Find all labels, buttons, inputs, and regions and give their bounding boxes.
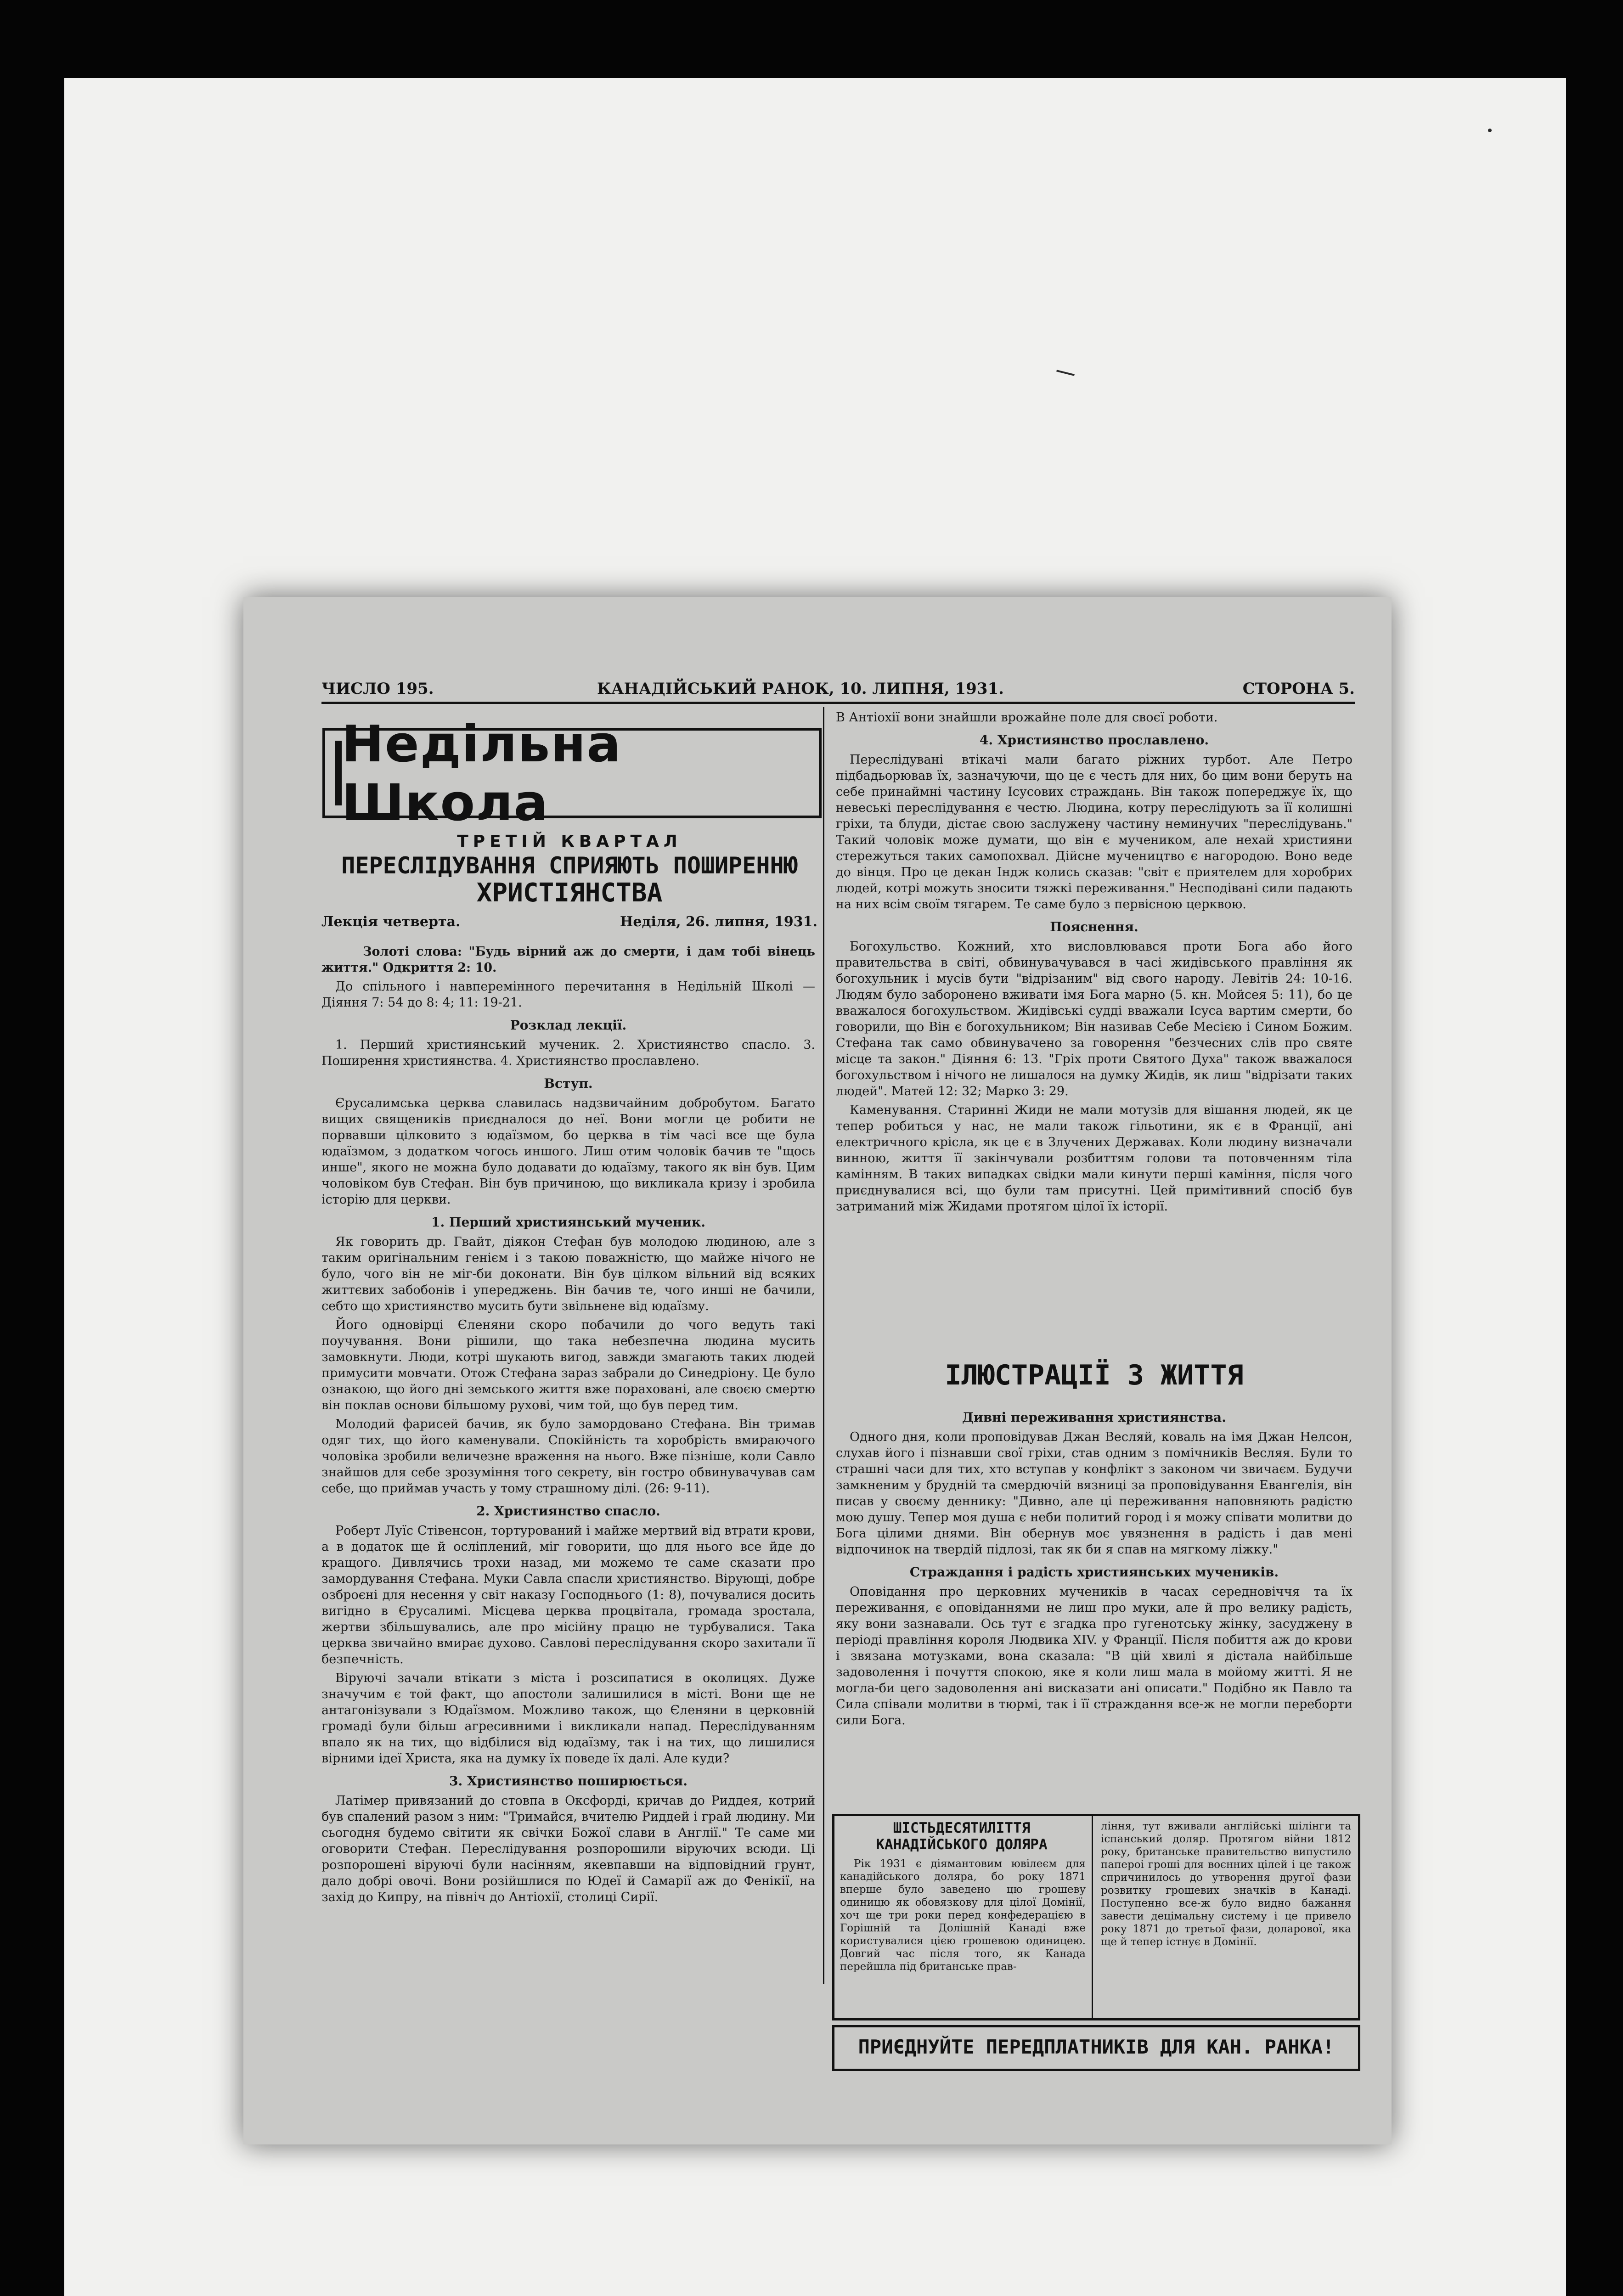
- intro-text: Єрусалимська церква славилась надзвичайним добробутом. Багато вищих священиків приєдналося до неї. Вони могли це робити не порвавши цілковито з юдаїзмом, бо церква в тім часі все ще була юдаїзмом, з додатком чогось иншого. Лиш отим чоловік бачив те "щось инше", якого не можна було додавати до юдаїзму, такого як він був. Цим чоловіком був Стефан. Він був причиною, що викликала кризу і зробила історію для церкви.: [321, 1096, 815, 1207]
- golden-words: Золоті слова: "Будь вірний аж до смерти, і дам тобі вінець життя." Одкриття 2: 10.: [321, 945, 815, 975]
- section4-heading: 4. Християнство прославлено.: [979, 732, 1209, 748]
- right-column: [836, 709, 1352, 1217]
- section3-heading: 3. Християнство поширюється.: [449, 1773, 688, 1789]
- film-speck: [1488, 129, 1492, 132]
- newspaper-page: [243, 597, 1392, 2144]
- box-title-line2: КАНАДІЙСЬКОГО ДОЛЯРА: [876, 1836, 1048, 1853]
- left-column: [321, 944, 815, 1908]
- dollar-anniversary-box: [832, 1814, 1360, 2020]
- column-divider: [823, 707, 824, 1984]
- box-right-text: [1101, 1820, 1351, 1951]
- section2-paragraph: Роберт Луїс Стівенсон, тортурований і майже мертвий від втрати крови, а в додаток ще й осліплений, міг говорити, що для нього все йде до кращого. Дивлячись трохи назад, ми можемо те саме сказати про замордування Стефана. Муки Савла спасли християнство. Вірующі, добре озброєні для несення у світ наказу Господнього (1: 8), почувалися досить вигідно в Єрусалимі. Місцева церква процвітала, громада зростала, жертви збільшувались, але про місійну працю не турбувалися. Така церква звичайно вмирає духово. Савлові переслідування скоро захитали її безпечність.: [321, 1524, 815, 1666]
- box-right-paragraph: ління, тут вживали англійські шілінги та іспанський доляр. Протягом війни 1812 року, британське правительство випустило папероі гроші для воєнних цілей і це також спричинилось до утворення другої фази розвитку грошевих значків в Канаді. Поступенно все-ж було видно бажання завести децімальну систему і це привело року 1871 до третьої фази, доларової, яка ще й тепер істнує в Домінії.: [1101, 1820, 1351, 1948]
- section2-paragraph: Віруючі зачали втікати з міста і розсипатися в околицях. Дуже значучим є той факт, що апостоли залишилися в місті. Вони ще не антагонізували з Юдаїзмом. Можливо також, що Єленяни в церковній громаді були більш агресивними і викликали напад. Переслідуванням впало як на тих, що відбілися від юдаїзму, так і на тих, що лишилися вірними ідеї Христа, яка на думку їх поведе їх далі. Але куди?: [321, 1671, 815, 1766]
- schedule-text: 1. Перший християнський мученик. 2. Християнство спасло. 3. Поширення християнства. 4. Християнство прославлено.: [321, 1038, 815, 1068]
- intro-heading: Вступ.: [544, 1076, 593, 1091]
- header-rule: [321, 702, 1355, 704]
- lesson-meta: [321, 914, 817, 930]
- lesson-number: Лекція четверта.: [321, 914, 461, 930]
- box-left-text: [840, 1857, 1086, 1976]
- lesson-title-line2: ХРИСТІЯНСТВА: [476, 878, 663, 908]
- masthead-title: Недільна Школа: [342, 714, 622, 832]
- section1-heading: 1. Перший християнський мученик.: [431, 1215, 705, 1230]
- schedule-heading: Розклад лекції.: [510, 1018, 627, 1033]
- sunday-school-masthead: [322, 714, 822, 832]
- quarter-label: ТРЕТІЙ КВАРТАЛ: [457, 832, 682, 851]
- box-left-paragraph: Рік 1931 є діямантовим ювілеєм для канадійського доляра, бо року 1871 вперше було заведено цю грошеву одиницю як обовязкову для цілої Домінії, хоч ще три роки перед конфедерацією в Горішній та Долішній Канаді вже користувалися цією грошевою одиницею. Довгий час після того, як Канада перейшла під британське прав-: [840, 1858, 1086, 1973]
- section3-paragraph: Латімер привязаний до стовпа в Оксфорді, кричав до Риддея, котрий був спалений разом з ним: "Тримайся, вчителю Риддей і грай людину. Ми сьогодня будемо світити як свічки Божої слави в Англії." Те саме ми оговорити Стефан. Переслідування розпорошили віруючих всюди. Ці розпорошені віруючі були насінням, якевпавши на відповідний грунт, дало добрі овочі. Вони розійшлися по Юдеї й Самарії аж до Фенікії, на захід до Кипру, на північ до Антіохії, столиці Сирії.: [321, 1794, 815, 1904]
- lesson-date: Неділя, 26. липня, 1931.: [620, 914, 817, 930]
- explanations-heading: Пояснення.: [1050, 919, 1138, 934]
- section1-paragraph: Як говорить др. Гвайт, діякон Стефан був молодою людиною, але з таким оригінальним генієм і з такою поважністю, що майже нічого не було, чого він не міг-би доконати. Він був цілком вільний від всяких життєвих забобонів і упереджень. Він бачив те, чого инші не бачили, себто що християнство мусить бути звільнене від юдаїзму.: [321, 1235, 815, 1313]
- box-title-line1: ШІСТЬДЕСЯТИЛІТТЯ: [893, 1820, 1031, 1836]
- subscription-banner: [832, 2025, 1360, 2071]
- illustration2-heading: Страждання і радість християнських мучеників.: [909, 1564, 1279, 1580]
- issue-number: ЧИСЛО 195.: [321, 680, 434, 698]
- film-scratch: [1056, 370, 1075, 376]
- stoning-paragraph: Каменування. Старинні Жиди не мали мотузів для вішання людей, як це тепер робиться у нас, не мали також гільотини, як є в Франції, ані електричного крісла, як це є в Злучених Державах. Коли людину визначали винною, життя її закінчували розбиттям голови та потовченням тіла камінням. В таких випадках свідки мали кинути перші каміння, після чого приєднувалися всі, що були там присутні. Цей примітивний спосіб був затриманий між Жидами протягом цілої їх історії.: [836, 1103, 1352, 1214]
- illustration1-paragraph: Одного дня, коли проповідував Джан Весляй, коваль на імя Джан Нелсон, слухав його і пізнавши свої гріхи, став одним з помічників Весляя. Були то страшні часи для тих, хто вступав у конфлікт з законом чи звичаєм. Будучи замкненим у брудній та смердючій вязниці за проповідування Евангелія, він писав у своєму деннику: "Дивно, але ці переживання наповняють радістю мою душу. Тепер моя душа є неби политий город і я можу співати молитви до Бога цілими днями. Він обернув моє увязнення в радість і дав мені відпочинок на твердій підлозі, так як би я спав на мягкому ліжку.": [836, 1430, 1352, 1557]
- section1-paragraph: Молодий фарисей бачив, як було замордовано Стефана. Він тримав одяг тих, що його каменували. Спокійність та хоробрість вмираючого чоловіка зробили величезне враження на нього. Вже пізніше, коли Савло знайшов для себе зрозуміння того секрету, він гостро обвинувачував сам себе, що приймав участь у тому страшному ділі. (26: 9-11).: [321, 1417, 815, 1496]
- section2-heading: 2. Християнство спасло.: [476, 1503, 660, 1519]
- illustrations-heading: ІЛЮСТРАЦІЇ З ЖИТТЯ: [945, 1359, 1244, 1391]
- lesson-title: [321, 852, 817, 907]
- box-title: [840, 1820, 1083, 1853]
- subscription-banner-text: ПРИЄДНУЙТЕ ПЕРЕДПЛАТНИКІВ ДЛЯ КАН. РАНКА!: [858, 2036, 1335, 2058]
- box-divider: [1092, 1816, 1093, 2018]
- section4-paragraph: Переслідувані втікачі мали багато ріжних турбот. Але Петро підбадьорював їх, зазначуючи, що це є честь для них, бо цим вони беруть на себе принаймні частину Ісусових страждань. Він також попереджує їх, що невеські переслідування є честю. Людина, котру переслідують за її колишні гріхи, та блуди, дістає свою заслужену частину неминучих "переслідувань." Такий чоловік може думати, що він є мучеником, але нехай християни стережуться таких самопохвал. Дійсне мучеництво є нагородою. Воно веде до вінця. Про це декан Індж колись сказав: "світ є приятелем для хоробрих людей, котрі можуть зносити тяжкі переживання." Несподівані сили падають на них всім своїм тягарем. Те саме було з первісною церквою.: [836, 753, 1352, 912]
- reading-note: До спільного і навперемінного перечитання в Недільній Школі — Діяння 7: 54 до 8: 4; 11: 19-21.: [321, 979, 815, 1010]
- illustration2-paragraph: Оповідання про церковних мучеників в часах середновіччя та їх переживання, є оповіданнями не лиш про муки, але й про велику радість, яку вони зазнавали. Ось тут є згадка про гугенотську жінку, засуджену в періоді правління короля Людвика XIV. у Франції. Після побиття аж до крови і звязана мотузками, вона сказала: "В цій хвилі я дістала найбільше задоволення і почуття спокою, яке я коли лиш мала в мойому житті. Я не могла-би цего задоволення ані висказати ані описати." Подібно як Павло та Сила співали молитви в тюрмі, так і її страждання все-ж не могли переборти сили Бога.: [836, 1585, 1352, 1728]
- newspaper-name-date: КАНАДІЙСЬКИЙ РАНОК, 10. ЛИПНЯ, 1931.: [597, 680, 1004, 698]
- page-header: [321, 680, 1355, 703]
- section1-paragraph: Його одновірці Єленяни скоро побачили до чого ведуть такі поучування. Вони рішили, що така небезпечна людина мусить замовкнути. Люди, котрі шукають вигод, завжди змагають таких людей примусити мовчати. Отож Стефана зараз забрали до Синедріону. Це було ознакою, що його дні земського життя вже пораховані, але своєю смертю він поклав основи більшому рухові, чим той, що був перед тим.: [321, 1318, 815, 1412]
- continued-text: В Антіохії вони знайшли врожайне поле для своєї роботи.: [836, 710, 1218, 725]
- illustration1-heading: Дивні переживання християнства.: [962, 1410, 1226, 1425]
- illustrations-column: [836, 1403, 1352, 1731]
- lesson-title-line1: ПЕРЕСЛІДУВАННЯ СПРИЯЮТЬ ПОШИРЕННЮ: [341, 852, 798, 879]
- page-number: СТОРОНА 5.: [1242, 680, 1355, 698]
- blasphemy-paragraph: Богохульство. Кожний, хто висловлювався проти Бога або його правительства в світі, обвинувачувався в часі жидівського правління як богохульник і мусів бути "відрізаним" від свого народу. Левітів 24: 10-16. Людям було заборонено вживати імя Бога марно (5. кн. Мойсея 5: 11), бо це вважалося богохульством. Жидівські судді вважали Ісуса вартим смерти, бо говорили, що Він є богохульником; Він називав Себе Месією і Сином Божим. Стефана так само обвинувачено за говорення "безчесних слів про святе місце та закон." Діяння 6: 13. "Гріх проти Святого Духа" також вважалося богохульством і нічого не лишалося на думку Жидів, як лиш "відрізати таких людей". Матей 12: 32; Марко 3: 29.: [836, 940, 1352, 1098]
